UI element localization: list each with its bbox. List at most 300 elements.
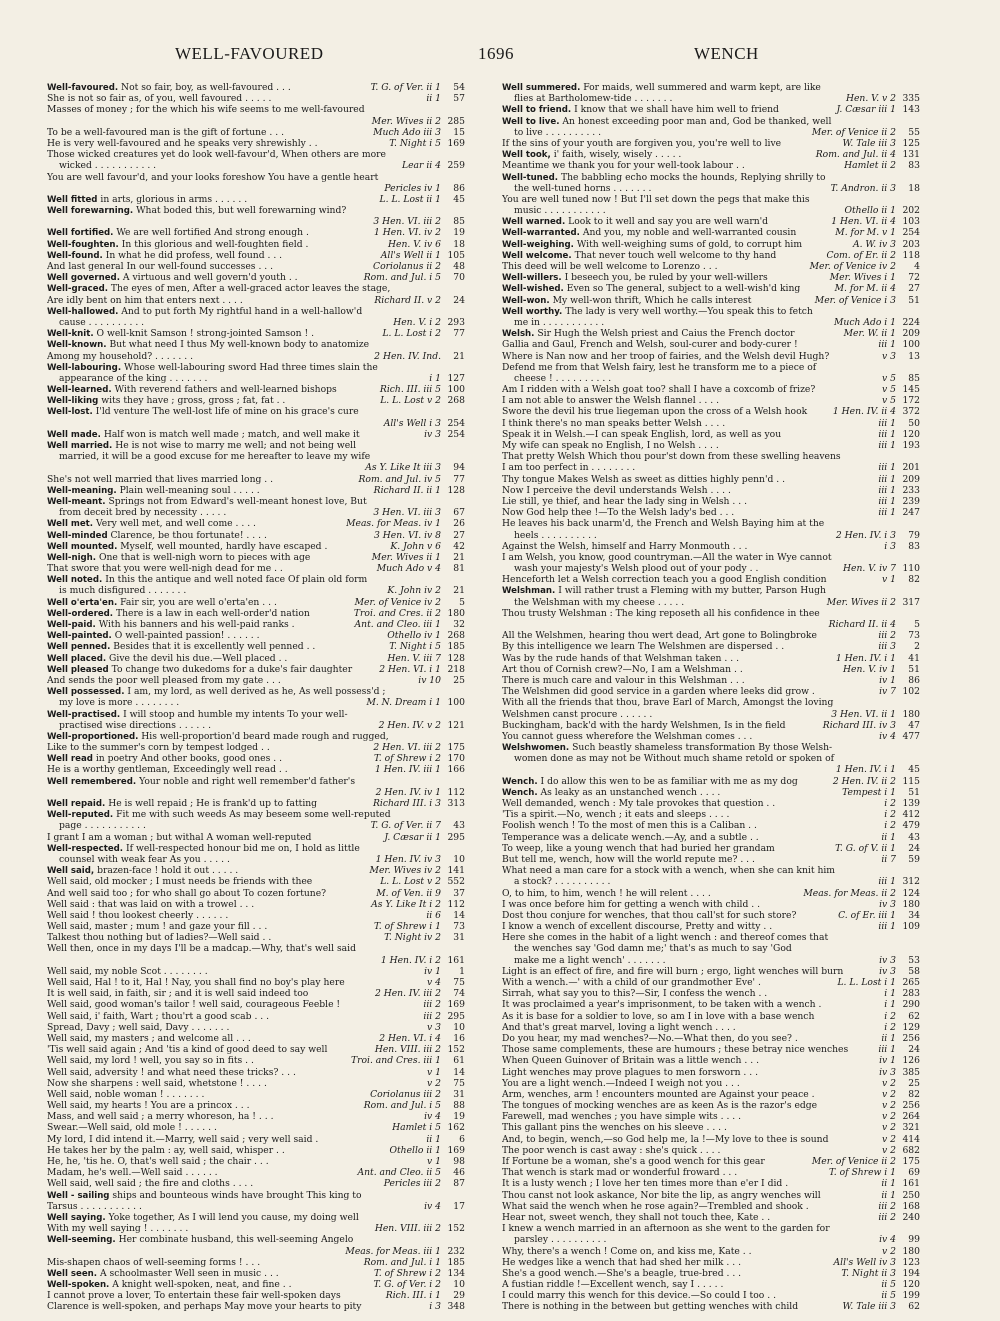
line-number: 77 [443, 474, 465, 485]
concordance-line [47, 1190, 465, 1201]
line-number: 126 [898, 1055, 920, 1066]
line-text: If the sins of your youth are forgiven you, you're well to live [502, 137, 782, 149]
play-reference: ii 6 [423, 910, 441, 921]
line-text: Tarsus . . . . . . . . . . . [47, 1200, 142, 1212]
line-number: 83 [898, 160, 920, 171]
headword: Well-hallowed. [47, 306, 119, 317]
line-number: 335 [898, 93, 920, 104]
headword: Welsh. [502, 329, 535, 340]
line-number: 87 [443, 1178, 465, 1189]
headword: Well repaid. [47, 799, 106, 809]
concordance-line [502, 93, 920, 104]
play-reference: i 1 [426, 373, 441, 384]
line-number: 31 [443, 1089, 465, 1100]
concordance-line [502, 876, 920, 887]
play-reference: T. G. of Ver. ii 1 [368, 82, 441, 93]
concordance-line [502, 910, 920, 921]
concordance-line [502, 205, 920, 216]
line-text: Well said ! thou lookest cheerly . . . . . . [47, 909, 229, 921]
line-number: 29 [443, 1290, 465, 1301]
concordance-line [502, 485, 920, 496]
play-reference: v 1 [879, 574, 896, 585]
concordance-line [47, 1178, 465, 1189]
concordance-line [47, 876, 465, 887]
line-number: 98 [443, 1156, 465, 1167]
line-text: me in . . . . . . . . . . . [514, 316, 605, 328]
concordance-line [502, 630, 920, 641]
line-text: Well said, my hearts ! You are a princox . . . [47, 1100, 250, 1112]
concordance-line [47, 328, 465, 339]
line-text: flies at Bartholomew-tide . . . . . . . [514, 93, 673, 105]
concordance-line [502, 1134, 920, 1145]
line-text: That wench is stark mad or wonderful froward . . . [502, 1167, 738, 1179]
line-text: 'Tis well said again ; And 'tis a kind of good deed to say well [47, 1044, 328, 1056]
concordance-line [502, 1201, 920, 1212]
line-number: 85 [898, 373, 920, 384]
line-text: An honest exceeding poor man and, God be thanked, well [562, 115, 832, 127]
line-text: cause . . . . . . . . . . [59, 316, 145, 328]
line-number: 552 [443, 876, 465, 887]
concordance-line [502, 619, 920, 630]
headword: Well mounted. [47, 541, 118, 552]
concordance-line [502, 1301, 920, 1312]
play-reference: v 3 [879, 351, 896, 362]
line-number: 19 [443, 227, 465, 238]
line-text: Half won is match well made ; match, and well make it [103, 428, 360, 440]
line-text: With my well saying ! . . . . . . . [47, 1223, 189, 1235]
line-text: Even so The general, subject to a well-wish'd king [566, 283, 801, 295]
concordance-line [502, 999, 920, 1010]
headword: Well-labouring. [47, 362, 122, 373]
line-text: His well-proportion'd beard made rough and rugged, [141, 730, 389, 742]
play-reference: Mer. of Venice ii 2 [809, 127, 896, 138]
line-number: 53 [898, 955, 920, 966]
line-number: 209 [898, 474, 920, 485]
line-number: 128 [443, 485, 465, 496]
concordance-line [502, 462, 920, 473]
play-reference: ii 1 [878, 1190, 896, 1201]
line-text: Not so fair, boy, as well-favoured . . . [121, 82, 291, 93]
concordance-line [502, 1190, 920, 1201]
line-number: 51 [898, 664, 920, 675]
running-header [0, 44, 1000, 68]
concordance-line [47, 1268, 465, 1279]
line-text: O, to him, to him, wench ! he will relent . . . . [502, 887, 711, 899]
concordance-line [502, 1167, 920, 1178]
line-number: 254 [898, 227, 920, 238]
line-text: With a wench.—' with a child of our grandmother Eve' . [502, 977, 761, 988]
line-text: What need a man care for a stock with a wench, when she can knit him [502, 865, 836, 877]
line-text: Arm, wenches, arm ! encounters mounted are Against your peace . [502, 1088, 815, 1100]
headword: Well-meaning. [47, 485, 117, 496]
line-number: 121 [443, 720, 465, 731]
concordance-line [502, 697, 920, 708]
line-text: One that is well-nigh worn to pieces with age [98, 551, 311, 563]
play-reference: Meas. for Meas. iii 1 [342, 1246, 441, 1257]
play-reference: iv 3 [876, 1067, 896, 1078]
line-text: I'ld venture The well-lost life of mine on his grace's cure [95, 406, 359, 418]
play-reference: iv 1 [421, 966, 441, 977]
play-reference: Mer. of Venice iv 2 [352, 597, 441, 608]
line-number: 18 [443, 239, 465, 250]
play-reference: Rom. and Jul. ii 4 [813, 149, 896, 160]
play-reference: M. N. Dream i 1 [363, 697, 441, 708]
line-number: 124 [898, 888, 920, 899]
play-reference: Hen. VIII. iii 2 [372, 1044, 441, 1055]
line-text: He is a worthy gentleman, Exceedingly well read . . [47, 764, 288, 776]
play-reference: 2 Hen. IV. iii 2 [372, 988, 441, 999]
concordance-line [47, 585, 465, 596]
line-text: Thou trusty Welshman : The king reposeth all his confidence in thee [502, 607, 820, 619]
line-text: He wedges like a wench that had shed her milk . . . [502, 1256, 742, 1268]
concordance-line [502, 921, 920, 932]
line-text: Buckingham, back'd with the hardy Welshmen, Is in the field [502, 719, 786, 731]
concordance-line [47, 955, 465, 966]
concordance-line [502, 988, 920, 999]
line-number: 264 [898, 1111, 920, 1122]
play-reference: Hen. V. iv 6 [385, 239, 441, 250]
line-number: 259 [443, 160, 465, 171]
line-text: And last general In our well-found successes . . . [47, 261, 274, 272]
concordance-line [47, 205, 465, 216]
line-text: There is much care and valour in this Welshman . . . [502, 674, 745, 686]
concordance-line [502, 977, 920, 988]
play-reference: A. W. iv 3 [850, 239, 896, 250]
line-text: I grant I am a woman ; but withal A woman well-reputed [47, 831, 312, 843]
line-number: 15 [443, 127, 465, 138]
line-number: 74 [443, 988, 465, 999]
play-reference: Pericles iii 2 [381, 1178, 441, 1189]
line-text: What said the wench when he rose again?—Trembled and shook . [502, 1200, 809, 1212]
concordance-line [502, 1145, 920, 1156]
concordance-line [47, 272, 465, 283]
play-reference: 1 Hen. IV. ii 4 [830, 406, 896, 417]
line-text: I beseech you, be ruled by your well-willers [564, 272, 768, 284]
play-reference: ii 1 [878, 1033, 896, 1044]
line-text: It was proclaimed a year's imprisonment, to be taken with a wench . [502, 999, 822, 1011]
line-number: 372 [898, 406, 920, 417]
play-reference: T. of Shrew i 2 [371, 753, 441, 764]
concordance-line [47, 172, 465, 183]
line-number: 290 [898, 999, 920, 1010]
concordance-line [47, 283, 465, 294]
line-text: We are well fortified And strong enough . [116, 227, 309, 239]
play-reference: Rom. and Jul. i 5 [361, 1100, 441, 1111]
headword: Well took, [502, 150, 551, 161]
play-reference: iv 4 [876, 731, 896, 742]
concordance-line [47, 250, 465, 261]
play-reference: iv 3 [876, 955, 896, 966]
line-text: The lady is very well worthy.—You speak this to fetch [565, 305, 813, 317]
play-reference: T. G. of Ver. ii 7 [368, 820, 441, 831]
play-reference: T. Night i 5 [386, 641, 441, 652]
headword: Well-wished. [502, 284, 564, 295]
line-number: 268 [443, 630, 465, 641]
line-number: 285 [443, 116, 465, 127]
line-number: 131 [898, 149, 920, 160]
headword: Well pleased [47, 664, 109, 675]
play-reference: 2 Hen. IV. Ind. [371, 351, 441, 362]
concordance-line [47, 1145, 465, 1156]
play-reference: Rich. III. iii 5 [377, 384, 441, 395]
line-text: She's not well married that lives married long . . [47, 473, 274, 485]
line-number: 13 [898, 351, 920, 362]
line-number: 86 [443, 183, 465, 194]
concordance-line [47, 339, 465, 350]
line-text: A knight well-spoken, neat, and fine . . [112, 1279, 292, 1291]
concordance-line [47, 227, 465, 238]
line-text: A fustian riddle !—Excellent wench, say I . . . . . [502, 1279, 724, 1291]
line-number: 168 [898, 1201, 920, 1212]
line-number: 129 [898, 1022, 920, 1033]
play-reference: iv 4 [421, 1111, 441, 1122]
line-text: By this intelligence we learn The Welshmen are dispersed . . [502, 641, 785, 653]
line-number: 256 [898, 1100, 920, 1111]
line-text: married, it will be a good excuse for me hereafter to leave my wife [59, 451, 371, 463]
line-text: Light wenches may prove plagues to men forsworn . . . [502, 1066, 759, 1078]
line-number: 112 [443, 899, 465, 910]
headword: Well remembered. [47, 776, 137, 787]
line-text: But tell me, wench, how will the world repute me? . . . [502, 853, 755, 865]
concordance-line [47, 362, 465, 373]
line-text: It is a lusty wench ; I love her ten times more than e'er I did . [502, 1178, 789, 1190]
line-number: 72 [898, 272, 920, 283]
play-reference: Hen. V. i 2 [390, 317, 441, 328]
line-text: Fit me with such weeds As may beseem some well-reputed [116, 809, 391, 821]
line-number: 5 [443, 597, 465, 608]
line-text: Look to it well and say you are well warn'd [568, 216, 769, 228]
headword: Well-paid. [47, 620, 96, 630]
concordance-line [502, 496, 920, 507]
play-reference: T. of Shrew i 1 [371, 921, 441, 932]
line-number: 58 [898, 966, 920, 977]
line-text: Springs not from Edward's well-meant honest love, But [108, 495, 367, 507]
play-reference: Meas. for Meas. ii 2 [800, 888, 896, 899]
line-text: Well said, my lord ! well, you say so in fits . . [47, 1055, 254, 1067]
line-text: Was by the rude hands of that Welshman taken . . . [502, 652, 739, 664]
play-reference: 3 Hen. VI. iv 8 [371, 530, 441, 541]
line-number: 193 [898, 440, 920, 451]
concordance-line [47, 451, 465, 462]
line-text: in poetry And other books, good ones . . [95, 753, 282, 765]
concordance-line [47, 351, 465, 362]
line-text: And you, my noble and well-warranted cousin [582, 227, 797, 239]
line-number: 75 [443, 1078, 465, 1089]
concordance-line [47, 697, 465, 708]
concordance-line [47, 686, 465, 697]
concordance-line [502, 261, 920, 272]
line-number: 75 [443, 977, 465, 988]
line-text: As it is base for a soldier to love, so am I in love with a base wench [502, 1010, 815, 1022]
play-reference: ii 5 [878, 1279, 896, 1290]
concordance-line [47, 1100, 465, 1111]
play-reference: iii 1 [875, 485, 896, 496]
line-number: 73 [443, 921, 465, 932]
headword: Well o'erta'en. [47, 597, 118, 608]
headword: Well seen. [47, 1268, 98, 1279]
concordance-line [47, 127, 465, 138]
concordance-line [502, 127, 920, 138]
play-reference: Mer. of Venice ii 2 [809, 1156, 896, 1167]
line-text: That swore that you were well-nigh dead for me . . [47, 563, 283, 575]
play-reference: iii 1 [875, 1044, 896, 1055]
line-number: 118 [898, 250, 920, 261]
concordance-line [47, 597, 465, 608]
concordance-line [502, 1234, 920, 1245]
line-text: Well said, well said ; the fire and cloths . . . . [47, 1178, 254, 1190]
line-number: 51 [898, 787, 920, 798]
line-text: Am I ridden with a Welsh goat too? shall I have a coxcomb of frize? [502, 384, 816, 396]
play-reference: 2 Hen. VI. iii 2 [370, 742, 441, 753]
concordance-line [502, 597, 920, 608]
line-number: 19 [443, 1111, 465, 1122]
line-number: 26 [443, 518, 465, 529]
concordance-line [502, 653, 920, 664]
play-reference: Othello iv 1 [384, 630, 441, 641]
play-reference: Ant. and Cleo. ii 5 [354, 1167, 441, 1178]
line-number: 42 [443, 541, 465, 552]
line-text: Masses of money ; for the which his wife seems to me well-favoured [47, 104, 365, 116]
line-number: 1 [443, 966, 465, 977]
line-text: Lie still, ye thief, and hear the lady sing in Welsh . . . [502, 495, 747, 507]
line-text: In this the antique and well noted face Of plain old form [105, 574, 368, 586]
concordance-line [502, 1279, 920, 1290]
line-text: My well-won thrift, Which he calls interest [552, 294, 752, 306]
concordance-line [47, 709, 465, 720]
headword: Well-painted. [47, 631, 112, 642]
headword: Well worthy. [502, 306, 563, 317]
headword: Well - sailing [47, 1190, 110, 1201]
concordance-line [502, 474, 920, 485]
line-number: 43 [443, 820, 465, 831]
concordance-line [502, 328, 920, 339]
concordance-line [502, 1022, 920, 1033]
line-number: 32 [443, 619, 465, 630]
play-reference: 2 Hen. VI. i 1 [376, 664, 441, 675]
play-reference: i 3 [426, 1301, 441, 1312]
line-text: And, to begin, wench,—so God help me, la !—My love to thee is sound [502, 1133, 829, 1145]
play-reference: iii 1 [875, 418, 896, 429]
concordance-line [502, 798, 920, 809]
headword: Well-liking [47, 396, 99, 407]
concordance-line [47, 496, 465, 507]
line-text: Plain well-meaning soul . . . . . [119, 484, 260, 496]
line-text: the wenches say 'God damn me;' that's as much to say 'God [514, 943, 792, 955]
concordance-line [47, 183, 465, 194]
line-number: 25 [443, 675, 465, 686]
line-text: A virtuous and well govern'd youth . . [122, 272, 298, 284]
line-text: brazen-face ! hold it out . . . . . [97, 865, 239, 877]
line-number: 10 [443, 1279, 465, 1290]
concordance-line [502, 172, 920, 183]
line-number: 120 [898, 1279, 920, 1290]
play-reference: v 2 [879, 1134, 896, 1145]
concordance-line [47, 630, 465, 641]
play-reference: 1 Hen. IV. i 1 [833, 653, 896, 664]
concordance-line [502, 585, 920, 596]
play-reference: Much Ado i 1 [831, 317, 896, 328]
line-text: music . . . . . . . . . . . [514, 205, 606, 217]
concordance-line [47, 653, 465, 664]
concordance-line [47, 406, 465, 417]
line-number: 169 [443, 138, 465, 149]
headword: Well said, [47, 866, 95, 877]
concordance-line [502, 552, 920, 563]
line-number: 54 [443, 82, 465, 93]
line-text: This deed will be well welcome to Lorenzo . . . [502, 261, 718, 272]
concordance-line [502, 1122, 920, 1133]
concordance-line [47, 295, 465, 306]
concordance-line [502, 1055, 920, 1066]
line-text: wicked . . . . . . . . . . . [59, 160, 157, 172]
line-text: counsel with weak fear As you . . . . . [59, 853, 230, 865]
line-number: 232 [443, 1246, 465, 1257]
concordance-line [47, 1011, 465, 1022]
line-text: Well said, adversity ! and what need these tricks? . . . [47, 1066, 296, 1078]
line-text: O well-painted passion! . . . . . . [114, 630, 260, 642]
headword: Well-weighing. [502, 239, 574, 250]
play-reference: Mer. Wives iv 2 [367, 865, 441, 876]
play-reference: i 1 [881, 988, 896, 999]
play-reference: K. John iv 2 [384, 585, 441, 596]
line-number: 48 [443, 261, 465, 272]
concordance-line [502, 295, 920, 306]
concordance-line [502, 440, 920, 451]
line-text: women done as may not be Without much shame retold or spoken of [514, 753, 835, 765]
play-reference: Hamlet ii 2 [841, 160, 896, 171]
play-reference: Richard II. v 2 [371, 295, 441, 306]
play-reference: M. for M. ii 4 [832, 283, 896, 294]
concordance-line [502, 1156, 920, 1167]
concordance-line [502, 820, 920, 831]
line-number: 175 [898, 1156, 920, 1167]
line-text: Whose well-labouring sword Had three times slain the [124, 361, 378, 373]
play-reference: Mer. Wives ii 2 [369, 116, 441, 127]
concordance-line [47, 832, 465, 843]
concordance-line [502, 351, 920, 362]
play-reference: iii 2 [420, 1011, 441, 1022]
play-reference: C. of Er. iii 1 [835, 910, 896, 921]
play-reference: 1 Hen. VI. iv 2 [371, 227, 441, 238]
line-number: 202 [898, 205, 920, 216]
play-reference: iii 1 [875, 496, 896, 507]
play-reference: Rich. III. i 1 [383, 1290, 441, 1301]
concordance-line [47, 1201, 465, 1212]
play-reference: iii 3 [875, 641, 896, 652]
concordance-line [502, 239, 920, 250]
concordance-line [47, 809, 465, 820]
play-reference: iii 1 [875, 429, 896, 440]
line-number: 180 [898, 1246, 920, 1257]
line-number: 295 [443, 1011, 465, 1022]
line-number: 17 [443, 1201, 465, 1212]
concordance-line [47, 966, 465, 977]
play-reference: All's Well iv 3 [831, 1257, 897, 1268]
headword: Well made. [47, 429, 101, 440]
concordance-line [47, 317, 465, 328]
line-text: is much disfigured . . . . . . . [59, 585, 187, 597]
play-reference: Troi. and Cres. iii 1 [348, 1055, 441, 1066]
line-text: It is well said, in faith, sir ; and it is well said indeed too [47, 988, 309, 1000]
line-text: There is nothing in the between but getting wenches with child [502, 1301, 799, 1313]
line-text: Thy tongue Makes Welsh as sweet as ditties highly penn'd . . [502, 473, 786, 485]
concordance-line [502, 932, 920, 943]
play-reference: Othello ii 1 [386, 1145, 441, 1156]
play-reference: i 2 [881, 820, 896, 831]
line-text: Defend me from that Welsh fairy, lest he transform me to a piece of [502, 361, 817, 373]
line-text: Clarence is well-spoken, and perhaps May move your hearts to pity [47, 1301, 362, 1313]
play-reference: iv 7 [876, 686, 896, 697]
